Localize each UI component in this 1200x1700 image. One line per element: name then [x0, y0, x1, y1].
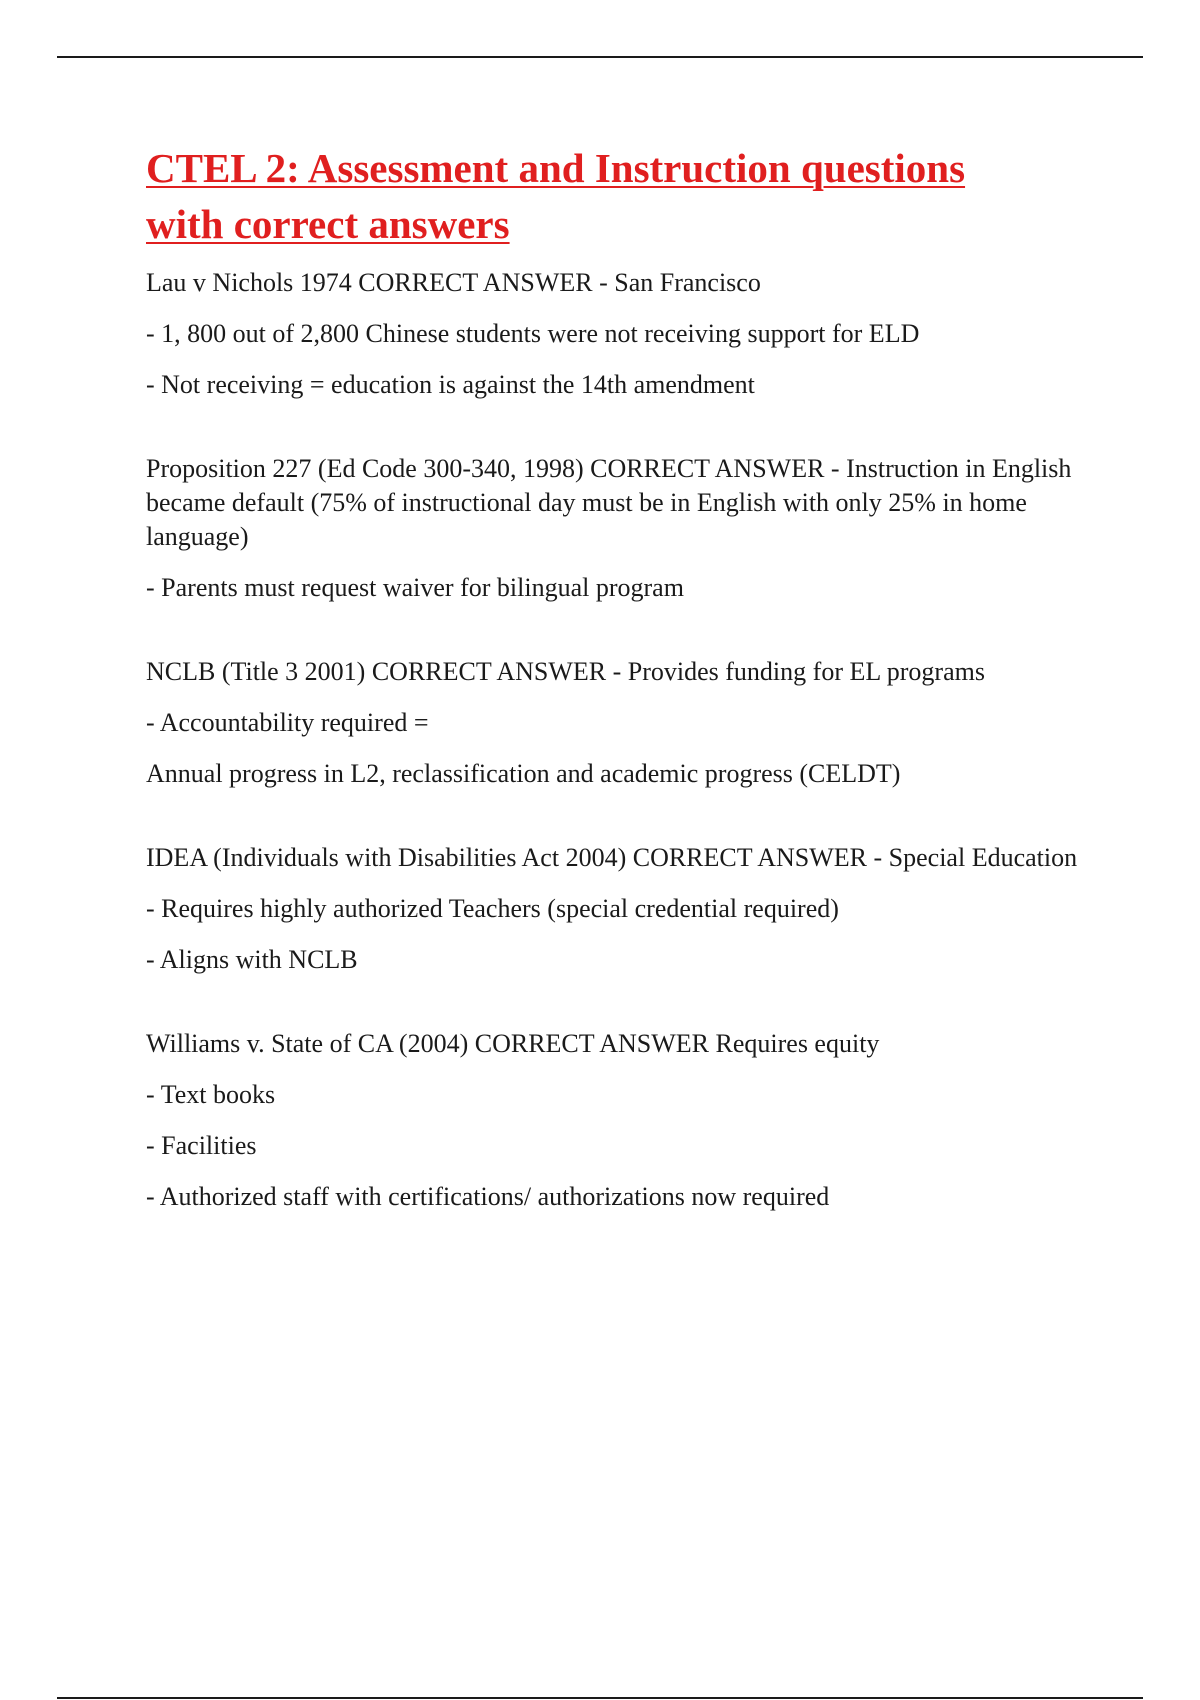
section-detail: - Requires highly authorized Teachers (special credential required)	[146, 894, 839, 923]
document-title-line-1: CTEL 2: Assessment and Instruction questions	[146, 145, 966, 191]
section-idea	[146, 841, 1086, 977]
section-nclb	[146, 655, 1086, 791]
section-detail: - Authorized staff with certifications/ authorizations now required	[146, 1182, 830, 1211]
page-header-rule	[57, 56, 1143, 58]
section-detail: - Accountability required =	[146, 708, 429, 737]
section-question: Williams v. State of CA (2004) CORRECT ANSWER Requires equity	[146, 1029, 880, 1058]
section-detail: - Parents must request waiver for bilingual program	[146, 573, 684, 602]
document-title-line-2: with correct answers	[146, 201, 510, 247]
section-detail: - Facilities	[146, 1131, 257, 1160]
section-detail: - Text books	[146, 1080, 276, 1109]
section-lau-v-nichols	[146, 266, 1086, 402]
section-question: IDEA (Individuals with Disabilities Act 2004) CORRECT ANSWER - Special Education	[146, 843, 1078, 872]
section-detail: - Aligns with NCLB	[146, 945, 358, 974]
section-detail: - 1, 800 out of 2,800 Chinese students were not receiving support for ELD	[146, 319, 920, 348]
page-footer-rule	[57, 1697, 1143, 1699]
section-proposition-227	[146, 452, 1086, 605]
section-question: Lau v Nichols 1974 CORRECT ANSWER - San Francisco	[146, 268, 761, 297]
section-detail: Annual progress in L2, reclassification and academic progress (CELDT)	[146, 759, 901, 788]
section-williams-v-state-of-ca	[146, 1027, 1086, 1214]
section-detail: - Not receiving = education is against the 14th amendment	[146, 370, 755, 399]
document-title	[146, 140, 1086, 252]
document-body	[146, 140, 1086, 1214]
section-question: NCLB (Title 3 2001) CORRECT ANSWER - Provides funding for EL programs	[146, 657, 985, 686]
section-question: Proposition 227 (Ed Code 300-340, 1998) CORRECT ANSWER - Instruction in English became default (75% of instructional day must be in English with only 25% in home language)	[146, 454, 1072, 551]
